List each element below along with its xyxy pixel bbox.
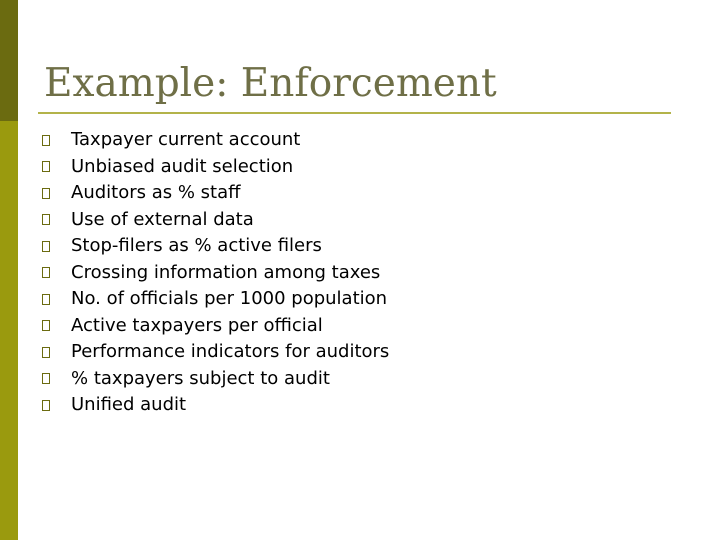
left-decorative-bar-top: [0, 0, 18, 121]
bullet-text: Unbiased audit selection: [71, 155, 294, 177]
square-bullet-icon: [42, 294, 50, 305]
square-bullet-icon: [42, 241, 50, 252]
bullet-item: [42, 180, 389, 207]
square-bullet-icon: [42, 347, 50, 358]
square-bullet-icon: [42, 135, 50, 146]
bullet-item: [42, 207, 389, 234]
square-bullet-icon: [42, 161, 50, 172]
bullet-text: Use of external data: [71, 208, 254, 230]
bullet-text: Crossing information among taxes: [71, 261, 381, 283]
bullet-text: Auditors as % staff: [71, 182, 241, 204]
bullet-text: % taxpayers subject to audit: [71, 367, 330, 389]
bullet-text: Unified audit: [71, 394, 187, 416]
square-bullet-icon: [42, 320, 50, 331]
bullet-text: Performance indicators for auditors: [71, 341, 390, 363]
bullet-item: [42, 127, 389, 154]
bullet-item: [42, 339, 389, 366]
bullet-item: [42, 366, 389, 393]
bullet-item: [42, 313, 389, 340]
bullet-list: [42, 127, 389, 419]
slide-title: Example: Enforcement: [44, 61, 497, 106]
bullet-text: Taxpayer current account: [71, 129, 301, 151]
square-bullet-icon: [42, 188, 50, 199]
bullet-item: [42, 286, 389, 313]
bullet-item: [42, 260, 389, 287]
bullet-text: Active taxpayers per official: [71, 314, 323, 336]
square-bullet-icon: [42, 267, 50, 278]
bullet-item: [42, 233, 389, 260]
title-underline: [38, 112, 671, 114]
bullet-item: [42, 392, 389, 419]
square-bullet-icon: [42, 400, 50, 411]
bullet-text: Stop-filers as % active filers: [71, 235, 322, 257]
square-bullet-icon: [42, 214, 50, 225]
square-bullet-icon: [42, 373, 50, 384]
bullet-text: No. of officials per 1000 population: [71, 288, 388, 310]
bullet-item: [42, 154, 389, 181]
